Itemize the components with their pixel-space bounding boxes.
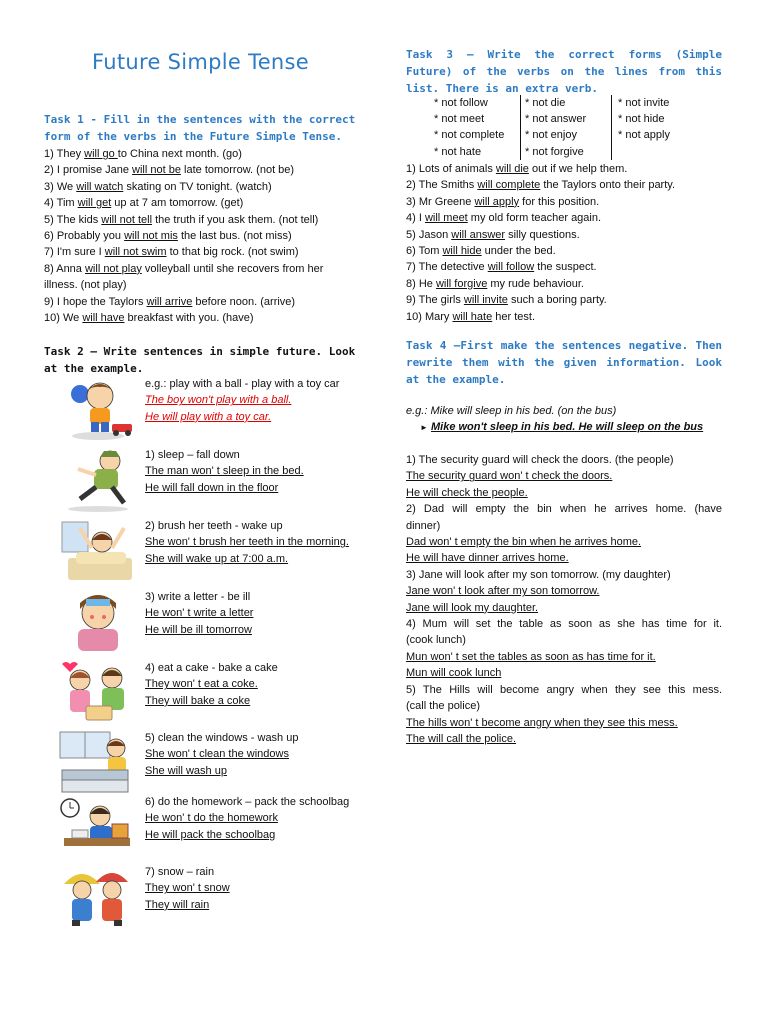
verb-option: * not forgive bbox=[521, 144, 612, 160]
task1-sentence: 7) I'm sure I will not swim to that big rock. (not swim) bbox=[44, 246, 299, 259]
kids-weather-illustration bbox=[58, 864, 138, 926]
answer-blank: will hate bbox=[452, 310, 493, 323]
task3-section bbox=[406, 46, 722, 97]
task4-answer: He will check the people. bbox=[406, 486, 528, 499]
task4-answer: He will have dinner arrives home. bbox=[406, 552, 569, 565]
item-prompt: 1) sleep – fall down bbox=[145, 449, 240, 461]
item-prompt: 4) eat a cake - bake a cake bbox=[145, 662, 278, 674]
task1-sentence: 2) I promise Jane will not be late tomorrow. (not be) bbox=[44, 164, 295, 177]
task1-sentence: 3) We will watch skating on TV tonight. (watch) bbox=[44, 180, 272, 193]
verb-option: * not answer bbox=[521, 111, 612, 127]
verb-option: * not die bbox=[521, 95, 612, 111]
item-answer-a: She won' t brush her teeth in the morning. bbox=[145, 536, 349, 549]
item-answer-a: The man won' t sleep in the bed. bbox=[145, 465, 304, 478]
answer-blank: will answer bbox=[451, 228, 506, 241]
item-prompt: 3) write a letter - be ill bbox=[145, 591, 251, 603]
task3-sentence: 5) Jason will answer silly questions. bbox=[406, 228, 580, 241]
task1-sentence: 10) We will have breakfast with you. (have) bbox=[44, 312, 254, 325]
verb-option: * not hate bbox=[434, 144, 521, 160]
answer-blank: will arrive bbox=[146, 295, 193, 308]
answer-blank: will have bbox=[82, 312, 125, 325]
item-answer-b: They will bake a coke bbox=[145, 694, 251, 707]
task4-prompt: 4) Mum will set the table as soon as she has time for it. bbox=[406, 618, 722, 631]
verb-option: * not apply bbox=[618, 129, 670, 142]
task4-list bbox=[406, 452, 722, 747]
girl-waking-illustration bbox=[58, 518, 138, 580]
task3-sentence: 4) I will meet my old form teacher again. bbox=[406, 212, 602, 225]
answer-blank: will invite bbox=[463, 294, 508, 307]
task3-heading: Task 3 – Write the correct forms (Simple Future) of the verbs on the lines from this list. There is an extra verb. bbox=[406, 48, 722, 95]
task3-sentence: 10) Mary will hate her test. bbox=[406, 310, 536, 323]
task1-sentence: 4) Tim will get up at 7 am tomorrow. (get) bbox=[44, 197, 244, 210]
task4-prompt: 2) Dad will empty the bin when he arrives home. (have bbox=[406, 503, 722, 516]
answer-blank: will forgive bbox=[435, 277, 488, 290]
task3-list bbox=[406, 161, 722, 325]
task1-sentence: 5) The kids will not tell the truth if you ask them. (not tell) bbox=[44, 213, 319, 226]
sick-child-illustration bbox=[58, 589, 138, 651]
task4-prompt: 1) The security guard will check the doors. (the people) bbox=[406, 454, 674, 466]
washing-up-illustration bbox=[58, 730, 138, 792]
item-answer-a: They won' t eat a coke. bbox=[145, 678, 258, 691]
task3-sentence: 8) He will forgive my rude behaviour. bbox=[406, 277, 584, 290]
baking-cake-illustration bbox=[58, 660, 138, 722]
task4-prompt: dinner) bbox=[406, 519, 441, 532]
verb-option: * not enjoy bbox=[521, 127, 612, 143]
homework-illustration bbox=[58, 794, 138, 856]
task4-answer: Mun won' t set the tables as soon as has time for it. bbox=[406, 650, 656, 663]
answer-blank: will follow bbox=[487, 261, 535, 274]
example-prompt: e.g.: play with a ball - play with a toy car bbox=[145, 378, 340, 390]
task4-example-prompt: e.g.: Mike will sleep in his bed. (on the bus) bbox=[406, 405, 617, 417]
item-prompt: 6) do the homework – pack the schoolbag bbox=[145, 796, 350, 808]
example-answer-a: The boy won't play with a ball. bbox=[145, 394, 292, 407]
task1-sentence: 8) Anna will not play volleyball until she recovers from her bbox=[44, 262, 324, 275]
item-answer-b: He will fall down in the floor bbox=[145, 481, 279, 494]
task4-prompt: (cook lunch) bbox=[406, 634, 466, 647]
item-answer-b: He will pack the schoolbag bbox=[145, 828, 276, 841]
task2-section bbox=[44, 343, 364, 377]
task1-section bbox=[44, 111, 364, 326]
task1-sentence: 9) I hope the Taylors will arrive before noon. (arrive) bbox=[44, 295, 296, 308]
verb-row bbox=[434, 127, 674, 143]
task1-sentence: 1) They will go to China next month. (go) bbox=[44, 148, 242, 160]
task3-sentence: 3) Mr Greene will apply for this position. bbox=[406, 195, 600, 208]
answer-blank: will not swim bbox=[104, 246, 167, 259]
item-answer-a: They won' t snow bbox=[145, 882, 230, 895]
item-prompt: 2) brush her teeth - wake up bbox=[145, 520, 283, 532]
task4-prompt: 3) Jane will look after my son tomorrow. (my daughter) bbox=[406, 568, 671, 581]
answer-blank: will get bbox=[77, 197, 112, 210]
answer-blank: will apply bbox=[474, 195, 520, 208]
task4-example bbox=[406, 403, 722, 437]
task4-answer: Mun will cook lunch bbox=[406, 667, 502, 680]
verb-list-table bbox=[434, 95, 674, 160]
item-answer-b: He will be ill tomorrow bbox=[145, 623, 252, 636]
task3-sentence: 6) Tom will hide under the bed. bbox=[406, 245, 556, 258]
task4-answer: Dad won' t empty the bin when he arrives home. bbox=[406, 536, 642, 549]
task4-example-answer: ► Mike won't sleep in his bed. He will sleep on the bus bbox=[420, 421, 704, 434]
item-answer-a: She won' t clean the windows bbox=[145, 748, 289, 761]
task3-sentence: 1) Lots of animals will die out if we help them. bbox=[406, 163, 628, 175]
answer-blank: will hide bbox=[442, 245, 482, 258]
verb-row bbox=[434, 95, 674, 111]
verb-option: * not hide bbox=[618, 113, 665, 126]
item-answer-b: She will wash up bbox=[145, 764, 227, 777]
task2-heading: Task 2 – Write sentences in simple future. Look at the example. bbox=[44, 345, 356, 375]
task3-sentence: 7) The detective will follow the suspect. bbox=[406, 261, 597, 274]
boy-ball-illustration bbox=[58, 376, 138, 438]
answer-blank: will die bbox=[495, 163, 529, 175]
answer-blank: will meet bbox=[424, 212, 468, 225]
task4-heading: Task 4 –First make the sentences negative. Then rewrite them with the given information. Look at the example. bbox=[406, 339, 723, 386]
answer-blank: will complete bbox=[477, 179, 541, 192]
answer-blank: will watch bbox=[76, 180, 124, 193]
task3-sentence: 9) The girls will invite such a boring party. bbox=[406, 294, 607, 307]
verb-option: * not meet bbox=[434, 111, 521, 127]
task4-answer: The hills won' t become angry when they see this mess. bbox=[406, 716, 678, 729]
task1-sentence: illness. (not play) bbox=[44, 279, 127, 292]
task1-heading: Task 1 - Fill in the sentences with the correct form of the verbs in the Future Simple Tense. bbox=[44, 113, 356, 143]
answer-blank: will not be bbox=[132, 164, 181, 177]
task4-answer: The will call the police. bbox=[406, 732, 517, 745]
answer-blank: will not mis bbox=[124, 230, 178, 243]
task3-sentence: 2) The Smiths will complete the Taylors onto their party. bbox=[406, 179, 676, 192]
item-answer-a: He won' t do the homework bbox=[145, 812, 278, 825]
task4-prompt: 5) The Hills will become angry when they see this mess. bbox=[406, 683, 722, 696]
man-falling-illustration bbox=[58, 447, 138, 509]
answer-blank: will not tell bbox=[101, 213, 153, 226]
task4-section bbox=[406, 337, 722, 388]
arrow-right-icon: ► bbox=[420, 423, 428, 433]
task4-answer: Jane won' t look after my son tomorrow. bbox=[406, 585, 600, 598]
verb-option: * not follow bbox=[434, 95, 521, 111]
item-answer-b: She will wake up at 7:00 a.m. bbox=[145, 552, 289, 565]
item-prompt: 7) snow – rain bbox=[145, 866, 215, 878]
item-prompt: 5) clean the windows - wash up bbox=[145, 732, 299, 744]
task4-prompt: (call the police) bbox=[406, 700, 480, 713]
task1-list bbox=[44, 146, 364, 326]
item-answer-a: He won' t write a letter bbox=[145, 607, 254, 620]
page-title: Future Simple Tense bbox=[92, 50, 309, 74]
task4-answer: Jane will look my daughter. bbox=[406, 601, 539, 614]
task4-answer: The security guard won' t check the doors. bbox=[406, 470, 613, 483]
task1-sentence: 6) Probably you will not mis the last bus. (not miss) bbox=[44, 230, 292, 243]
answer-blank: will go bbox=[84, 148, 118, 160]
answer-blank: will not play bbox=[84, 262, 142, 275]
verb-option: * not invite bbox=[618, 97, 670, 109]
item-answer-b: They will rain bbox=[145, 898, 210, 911]
verb-row bbox=[434, 144, 674, 160]
verb-option: * not complete bbox=[434, 127, 521, 143]
verb-option bbox=[612, 144, 674, 160]
example-answer-b: He will play with a toy car. bbox=[145, 410, 272, 423]
verb-row bbox=[434, 111, 674, 127]
